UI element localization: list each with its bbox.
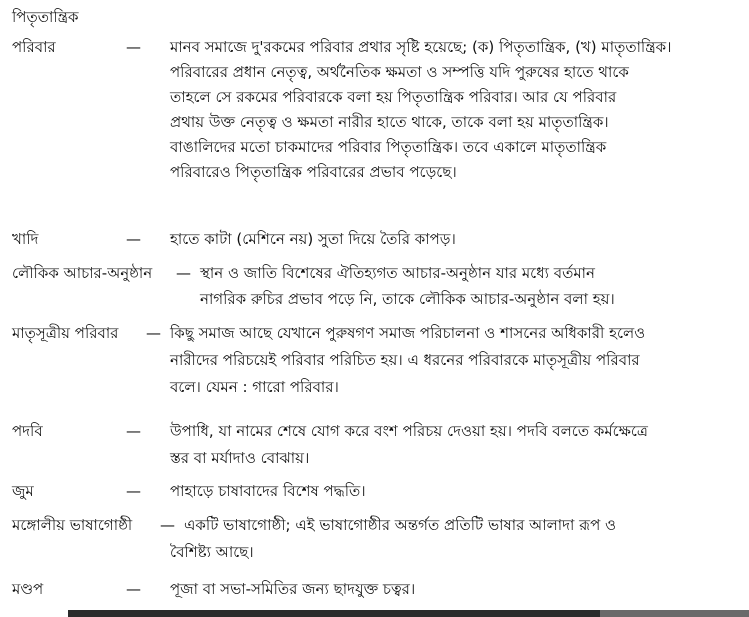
page-bottom-edge-fade [600,610,749,617]
definition-line: নাগরিক রুচির প্রভাব পড়ে নি, তাকে লৌকিক আচার-অনুষ্ঠান বলা হয়। [200,290,615,308]
glossary-entry-khadi [0,228,749,250]
glossary-entry-paribar [0,36,749,181]
definition-line: পাহাড়ে চাষাবাদের বিশেষ পদ্ধতি। [170,482,366,500]
definition-line: কিছু সমাজ আছে যেখানে পুরুষগণ সমাজ পরিচালনা ও শাসনের অধিকারী হলেও [170,324,646,342]
entry-dash: — [126,482,141,500]
definition-line: তাহলে সে রকমের পরিবারকে বলা হয় পিতৃতান্ত্রিক পরিবার। আর যে পরিবার [170,88,617,106]
entry-term: খাদি [12,230,39,248]
definition-line: হাতে কাটা (মেশিনে নয়) সুতা দিয়ে তৈরি কাপড়। [170,230,456,248]
glossary-entry-jum [0,480,749,502]
entry-dash: — [126,422,141,440]
entry-term: লৌকিক আচার-অনুষ্ঠান [12,264,153,282]
entry-term: জুম [12,482,34,500]
definition-line: বাঙালিদের মতো চাকমাদের পরিবার পিতৃতান্ত্রিক। তবে একালে মাতৃতান্ত্রিক [170,138,607,156]
definition-line: স্থান ও জাতি বিশেষের ঐতিহ্যগত আচার-অনুষ্ঠান যার মধ্যে বর্তমান [200,264,595,282]
entry-dash: — [126,38,141,56]
entry-dash: — [176,264,191,282]
definition-line: স্তর বা মর্যাদাও বোঝায়। [170,449,310,467]
definition-line: মানব সমাজে দু'রকমের পরিবার প্রথার সৃষ্টি হয়েছে; (ক) পিতৃতান্ত্রিক, (খ) মাতৃতান্ত্রিক। [170,38,672,56]
entry-term: মাতৃসূত্রীয় পরিবার [12,324,119,342]
definition-line: বলে। যেমন : গারো পরিবার। [170,378,339,396]
glossary-entry-loukik-achar [0,262,749,310]
glossary-entry-podobi [0,420,749,468]
definition-line: পরিবারেও পিতৃতান্ত্রিক পরিবারের প্রভাব পড়েছে। [170,163,457,181]
entry-dash: — [126,230,141,248]
page-heading: পিতৃতান্ত্রিক [12,8,79,26]
definition-line: প্রথায় উক্ত নেতৃত্ব ও ক্ষমতা নারীর হাতে থাকে, তাকে বলা হয় মাতৃতান্ত্রিক। [170,113,609,131]
entry-term: মণ্ডপ [12,580,44,598]
definition-line: নারীদের পরিচয়েই পরিবার পরিচিত হয়। এ ধরনের পরিবারকে মাতৃসূত্রীয় পরিবার [170,351,640,369]
glossary-entry-mongoloid [0,514,749,562]
entry-term: পরিবার [12,38,56,56]
glossary-entry-matrisutriya [0,322,749,398]
definition-line: একটি ভাষাগোষ্ঠী; এই ভাষাগোষ্ঠীর অন্তর্গত প্রতিটি ভাষার আলাদা রূপ ও [184,516,617,534]
entry-term: মঙ্গোলীয় ভাষাগোষ্ঠী [12,516,133,534]
entry-dash: — [146,324,161,342]
definition-line: উপাধি, যা নামের শেষে যোগ করে বংশ পরিচয় দেওয়া হয়। পদবি বলতে কর্মক্ষেত্রে [170,422,648,440]
entry-term: পদবি [12,422,43,440]
entry-dash: — [126,580,141,598]
glossary-entry-mondop [0,578,749,600]
entry-dash: — [160,516,175,534]
definition-line: পরিবারের প্রধান নেতৃত্ব, অর্থনৈতিক ক্ষমতা ও সম্পত্তি যদি পুরুষের হাতে থাকে [170,63,629,81]
definition-line: বৈশিষ্ট্য আছে। [170,543,254,561]
definition-line: পূজা বা সভা-সমিতির জন্য ছাদযুক্ত চত্বর। [170,580,416,598]
